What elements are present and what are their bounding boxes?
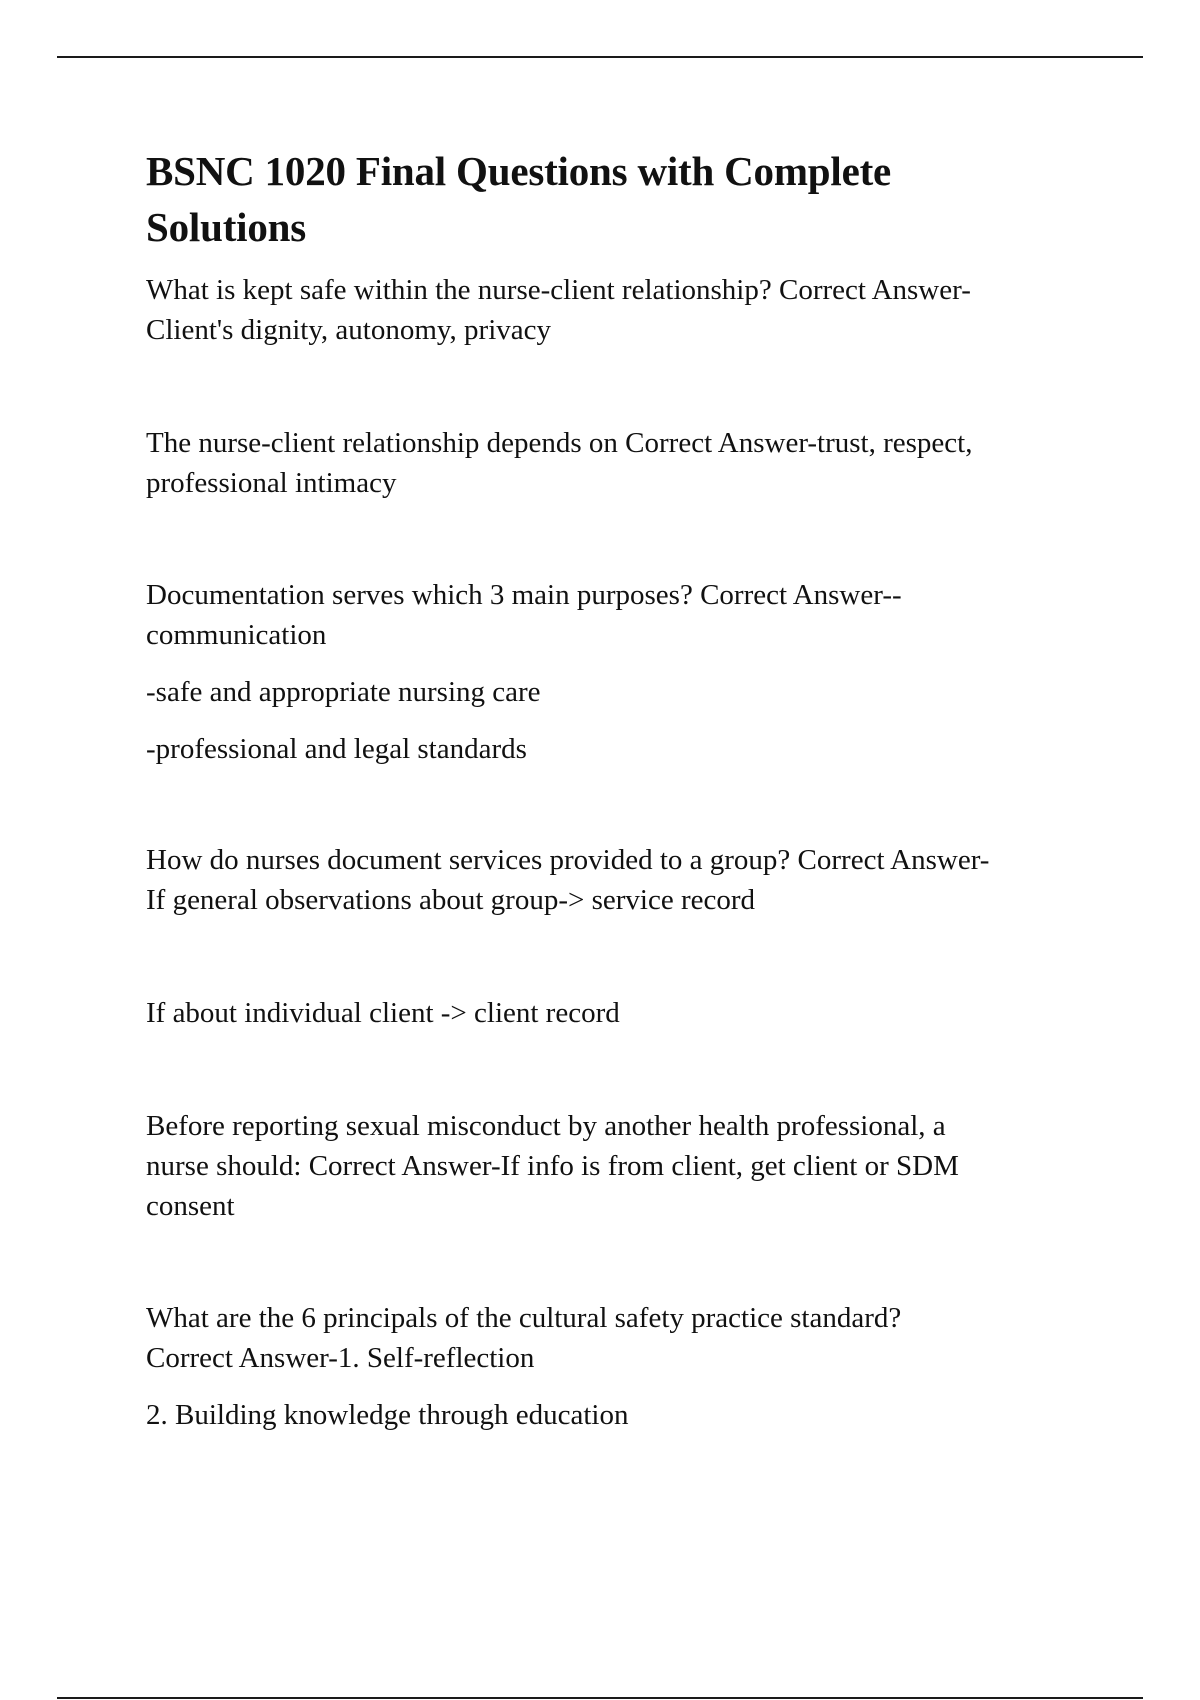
qa-paragraph bbox=[146, 993, 1106, 1033]
qa-paragraph bbox=[146, 423, 1106, 503]
paragraph-line: How do nurses document services provided to a group? Correct Answer- bbox=[146, 844, 990, 876]
qa-paragraph bbox=[146, 270, 1106, 350]
top-rule bbox=[57, 56, 1143, 58]
paragraph-line: communication bbox=[146, 619, 327, 651]
paragraph-line: What are the 6 principals of the cultural safety practice standard? bbox=[146, 1302, 902, 1334]
paragraph-line: -professional and legal standards bbox=[146, 733, 527, 765]
paragraph-line: 2. Building knowledge through education bbox=[146, 1399, 629, 1431]
qa-paragraph bbox=[146, 840, 1106, 920]
qa-paragraph bbox=[146, 1106, 1106, 1226]
paragraph-line: consent bbox=[146, 1190, 235, 1222]
bottom-rule bbox=[57, 1697, 1143, 1699]
title-line: Solutions bbox=[146, 204, 306, 250]
paragraph-line: nurse should: Correct Answer-If info is from client, get client or SDM bbox=[146, 1150, 959, 1182]
paragraph-line: professional intimacy bbox=[146, 467, 397, 499]
qa-paragraph bbox=[146, 1395, 1106, 1435]
document-title bbox=[146, 143, 1106, 255]
paragraph-line: Documentation serves which 3 main purposes? Correct Answer-- bbox=[146, 579, 902, 611]
qa-paragraph bbox=[146, 729, 1106, 769]
paragraph-line: Before reporting sexual misconduct by another health professional, a bbox=[146, 1110, 946, 1142]
paragraph-line: If about individual client -> client record bbox=[146, 997, 620, 1029]
paragraph-line: The nurse-client relationship depends on Correct Answer-trust, respect, bbox=[146, 427, 973, 459]
paragraph-line: What is kept safe within the nurse-client relationship? Correct Answer- bbox=[146, 274, 971, 306]
paragraph-line: Client's dignity, autonomy, privacy bbox=[146, 314, 551, 346]
paragraph-line: Correct Answer-1. Self-reflection bbox=[146, 1342, 535, 1374]
title-line: BSNC 1020 Final Questions with Complete bbox=[146, 148, 892, 194]
paragraph-line: -safe and appropriate nursing care bbox=[146, 676, 541, 708]
qa-paragraph bbox=[146, 1298, 1106, 1378]
paragraph-line: If general observations about group-> service record bbox=[146, 884, 755, 916]
qa-paragraph bbox=[146, 575, 1106, 655]
qa-paragraph bbox=[146, 672, 1106, 712]
